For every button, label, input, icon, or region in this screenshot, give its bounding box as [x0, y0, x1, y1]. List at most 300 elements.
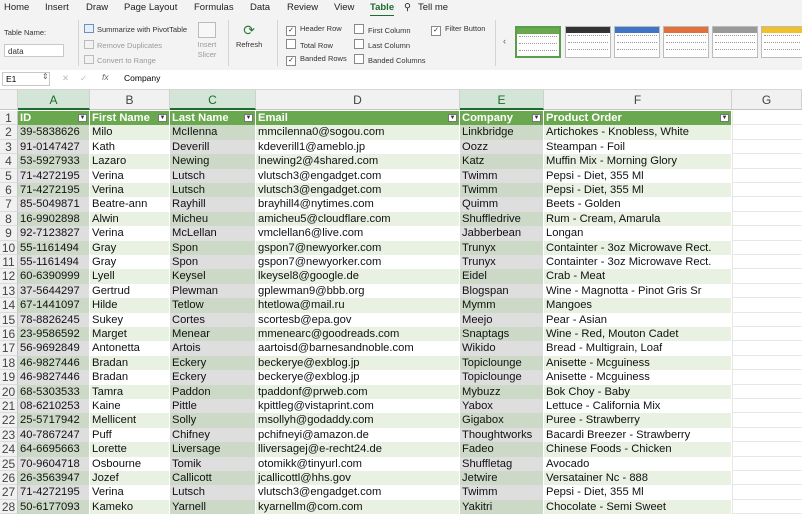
column-header-e[interactable]: E: [460, 90, 544, 110]
table-cell[interactable]: Pear - Asian: [544, 313, 732, 327]
table-cell[interactable]: pchifneyi@amazon.de: [256, 428, 460, 442]
table-cell[interactable]: jcallicottl@hhs.gov: [256, 471, 460, 485]
table-cell[interactable]: Oozz: [460, 140, 544, 154]
table-name-label: Table Name:: [4, 28, 47, 37]
table-cell[interactable]: Artichokes - Knobless, White: [544, 125, 732, 139]
table-cell[interactable]: Eidel: [460, 269, 544, 283]
row-header[interactable]: 27: [0, 485, 18, 499]
row-header[interactable]: 3: [0, 140, 18, 154]
confirm-icon[interactable]: ✓: [80, 73, 88, 83]
empty-cell[interactable]: [732, 169, 802, 183]
header-label: Company: [462, 112, 513, 124]
empty-cell[interactable]: [732, 298, 802, 312]
empty-cell[interactable]: [732, 370, 802, 384]
table-cell[interactable]: Mangoes: [544, 298, 732, 312]
table-cell[interactable]: Alwin: [90, 212, 170, 226]
table-cell[interactable]: 60-6390999: [18, 269, 90, 283]
tab-home[interactable]: Home: [4, 2, 30, 13]
table-cell[interactable]: aartoisd@barnesandnoble.com: [256, 341, 460, 355]
checkbox-checked-icon: ✓: [286, 26, 296, 36]
gallery-scroll-left-icon[interactable]: ‹: [503, 36, 506, 46]
table-cell[interactable]: Wine - Red, Mouton Cadet: [544, 327, 732, 341]
table-cell[interactable]: Verina: [90, 226, 170, 240]
empty-cell[interactable]: [732, 471, 802, 485]
table-cell[interactable]: Rayhill: [170, 197, 256, 211]
table-cell[interactable]: Lettuce - California Mix: [544, 399, 732, 413]
table-cell[interactable]: Wikido: [460, 341, 544, 355]
table-cell[interactable]: 46-9827446: [18, 370, 90, 384]
table-cell[interactable]: mmcilenna0@sogou.com: [256, 125, 460, 139]
table-header-cell[interactable]: [256, 111, 460, 125]
table-cell[interactable]: 50-6177093: [18, 500, 90, 514]
row-header[interactable]: 4: [0, 154, 18, 168]
table-cell[interactable]: Eckery: [170, 370, 256, 384]
row-header[interactable]: 18: [0, 356, 18, 370]
table-cell[interactable]: Newing: [170, 154, 256, 168]
empty-cell[interactable]: [732, 442, 802, 456]
table-style-orange[interactable]: [663, 26, 709, 58]
table-cell[interactable]: 08-6210253: [18, 399, 90, 413]
table-cell[interactable]: Tetlow: [170, 298, 256, 312]
table-cell[interactable]: Lorette: [90, 442, 170, 456]
table-cell[interactable]: Blogspan: [460, 284, 544, 298]
empty-cell[interactable]: [732, 399, 802, 413]
table-cell[interactable]: 16-9902898: [18, 212, 90, 226]
row-header[interactable]: 1: [0, 111, 18, 125]
table-ribbon: [0, 16, 802, 71]
row-header[interactable]: 8: [0, 212, 18, 226]
table-cell[interactable]: Spon: [170, 241, 256, 255]
filter-dropdown-icon[interactable]: ▼: [245, 115, 252, 121]
table-cell[interactable]: Chinese Foods - Chicken: [544, 442, 732, 456]
table-cell[interactable]: lkeysel8@google.de: [256, 269, 460, 283]
row-header[interactable]: 28: [0, 500, 18, 514]
table-cell[interactable]: 71-4272195: [18, 169, 90, 183]
empty-cell[interactable]: [732, 356, 802, 370]
table-cell[interactable]: Cortes: [170, 313, 256, 327]
checkbox-icon: [354, 39, 364, 49]
table-cell[interactable]: Verina: [90, 485, 170, 499]
table-cell[interactable]: Containter - 3oz Microwave Rect.: [544, 255, 732, 269]
table-cell[interactable]: kpittleg@vistaprint.com: [256, 399, 460, 413]
table-cell[interactable]: Tomik: [170, 457, 256, 471]
table-cell[interactable]: Liversage: [170, 442, 256, 456]
table-cell[interactable]: Chifney: [170, 428, 256, 442]
table-cell[interactable]: Pepsi - Diet, 355 Ml: [544, 183, 732, 197]
table-cell[interactable]: Beatre-ann: [90, 197, 170, 211]
empty-cell[interactable]: [732, 341, 802, 355]
table-cell[interactable]: Gigabox: [460, 413, 544, 427]
table-cell[interactable]: 67-1441097: [18, 298, 90, 312]
row-header[interactable]: 2: [0, 125, 18, 139]
table-cell[interactable]: beckerye@exblog.jp: [256, 356, 460, 370]
empty-cell[interactable]: [732, 255, 802, 269]
convert-range-button[interactable]: Convert to Range: [84, 55, 156, 65]
table-cell[interactable]: Anisette - Mcguiness: [544, 370, 732, 384]
empty-cell[interactable]: [732, 428, 802, 442]
empty-cell[interactable]: [732, 500, 802, 514]
header-row-checkbox[interactable]: ✓ Header Row: [286, 24, 342, 36]
banded-columns-checkbox[interactable]: Banded Columns: [354, 54, 426, 65]
row-header[interactable]: 13: [0, 284, 18, 298]
filter-dropdown-icon[interactable]: ▼: [533, 115, 540, 121]
table-header-cell[interactable]: [544, 111, 732, 125]
table-cell[interactable]: Gertrud: [90, 284, 170, 298]
tab-view[interactable]: View: [334, 2, 355, 13]
table-cell[interactable]: Quimm: [460, 197, 544, 211]
table-cell[interactable]: Kath: [90, 140, 170, 154]
tab-insert[interactable]: Insert: [45, 2, 69, 13]
table-cell[interactable]: Pepsi - Diet, 355 Ml: [544, 485, 732, 499]
column-header-a[interactable]: A: [18, 90, 90, 110]
table-cell[interactable]: htetlowa@mail.ru: [256, 298, 460, 312]
convert-range-icon: [84, 55, 94, 64]
table-cell[interactable]: amicheu5@cloudflare.com: [256, 212, 460, 226]
row-header[interactable]: 20: [0, 385, 18, 399]
table-cell[interactable]: 68-5303533: [18, 385, 90, 399]
row-header[interactable]: 7: [0, 197, 18, 211]
table-cell[interactable]: Meejo: [460, 313, 544, 327]
row-header[interactable]: 17: [0, 341, 18, 355]
table-cell[interactable]: Antonetta: [90, 341, 170, 355]
table-cell[interactable]: vmclellan6@live.com: [256, 226, 460, 240]
remove-duplicates-button[interactable]: Remove Duplicates: [84, 40, 162, 50]
table-cell[interactable]: Lutsch: [170, 183, 256, 197]
table-cell[interactable]: Jabberbean: [460, 226, 544, 240]
divider: [277, 20, 278, 66]
row-header[interactable]: 9: [0, 226, 18, 240]
table-cell[interactable]: Mellicent: [90, 413, 170, 427]
table-cell[interactable]: Keysel: [170, 269, 256, 283]
table-cell[interactable]: Anisette - Mcguiness: [544, 356, 732, 370]
table-cell[interactable]: Sukey: [90, 313, 170, 327]
table-cell[interactable]: Eckery: [170, 356, 256, 370]
checkbox-checked-icon: ✓: [286, 56, 296, 66]
row-header[interactable]: 10: [0, 241, 18, 255]
row-header[interactable]: 15: [0, 313, 18, 327]
table-cell[interactable]: gspon7@newyorker.com: [256, 255, 460, 269]
table-cell[interactable]: Topiclounge: [460, 370, 544, 384]
table-cell[interactable]: Mybuzz: [460, 385, 544, 399]
empty-cell[interactable]: [732, 212, 802, 226]
table-name-input[interactable]: data: [4, 44, 64, 57]
table-cell[interactable]: Avocado: [544, 457, 732, 471]
filter-dropdown-icon[interactable]: ▼: [449, 115, 456, 121]
last-column-checkbox[interactable]: Last Column: [354, 39, 410, 50]
table-cell[interactable]: Osbourne: [90, 457, 170, 471]
table-cell[interactable]: McIlenna: [170, 125, 256, 139]
empty-cell[interactable]: [732, 226, 802, 240]
table-cell[interactable]: Muffin Mix - Morning Glory: [544, 154, 732, 168]
table-cell[interactable]: vlutsch3@engadget.com: [256, 485, 460, 499]
empty-cell[interactable]: [732, 284, 802, 298]
table-cell[interactable]: Linkbridge: [460, 125, 544, 139]
table-cell[interactable]: Bacardi Breezer - Strawberry: [544, 428, 732, 442]
table-cell[interactable]: 55-1161494: [18, 255, 90, 269]
table-cell[interactable]: lnewing2@4shared.com: [256, 154, 460, 168]
table-cell[interactable]: vlutsch3@engadget.com: [256, 169, 460, 183]
tab-page-layout[interactable]: Page Layout: [124, 2, 178, 13]
table-cell[interactable]: 71-4272195: [18, 183, 90, 197]
header-label: First Name: [92, 112, 150, 124]
table-cell[interactable]: kdeverill1@ameblo.jp: [256, 140, 460, 154]
row-header[interactable]: 19: [0, 370, 18, 384]
table-cell[interactable]: 53-5927933: [18, 154, 90, 168]
name-box[interactable]: E1: [2, 72, 50, 86]
header-label: Email: [258, 112, 288, 124]
refresh-icon: ⟳: [243, 22, 255, 38]
table-cell[interactable]: Artois: [170, 341, 256, 355]
table-cell[interactable]: Beets - Golden: [544, 197, 732, 211]
table-cell[interactable]: Yabox: [460, 399, 544, 413]
table-cell[interactable]: Mymm: [460, 298, 544, 312]
insert-slicer-button[interactable]: Insert Slicer: [194, 22, 220, 60]
table-cell[interactable]: brayhill4@nytimes.com: [256, 197, 460, 211]
table-cell[interactable]: scortesb@epa.gov: [256, 313, 460, 327]
table-cell[interactable]: beckerye@exblog.jp: [256, 370, 460, 384]
empty-cell[interactable]: [732, 154, 802, 168]
table-cell[interactable]: Milo: [90, 125, 170, 139]
table-cell[interactable]: 25-5717942: [18, 413, 90, 427]
row-header[interactable]: 23: [0, 428, 18, 442]
table-cell[interactable]: Verina: [90, 183, 170, 197]
table-style-yellow[interactable]: [761, 26, 802, 58]
table-cell[interactable]: Topiclounge: [460, 356, 544, 370]
row-header[interactable]: 21: [0, 399, 18, 413]
table-cell[interactable]: 78-8826245: [18, 313, 90, 327]
table-cell[interactable]: Rum - Cream, Amarula: [544, 212, 732, 226]
empty-cell[interactable]: [732, 197, 802, 211]
lightbulb-icon: ⚲: [404, 2, 411, 13]
table-cell[interactable]: 91-0147427: [18, 140, 90, 154]
table-cell[interactable]: Yakitri: [460, 500, 544, 514]
empty-cell[interactable]: [732, 457, 802, 471]
name-box-stepper-icon[interactable]: ⇕: [42, 72, 49, 81]
table-cell[interactable]: Menear: [170, 327, 256, 341]
table-cell[interactable]: Crab - Meat: [544, 269, 732, 283]
row-header[interactable]: 22: [0, 413, 18, 427]
table-cell[interactable]: 26-3563947: [18, 471, 90, 485]
empty-cell[interactable]: [732, 241, 802, 255]
table-cell[interactable]: Gray: [90, 241, 170, 255]
table-cell[interactable]: Gray: [90, 255, 170, 269]
spreadsheet-grid: [0, 90, 802, 515]
table-cell[interactable]: Yarnell: [170, 500, 256, 514]
table-cell[interactable]: Trunyx: [460, 255, 544, 269]
refresh-button[interactable]: ⟳ Refresh: [236, 22, 263, 49]
table-cell[interactable]: Kaine: [90, 399, 170, 413]
table-cell[interactable]: Hilde: [90, 298, 170, 312]
table-cell[interactable]: Fadeo: [460, 442, 544, 456]
filter-dropdown-icon[interactable]: ▼: [159, 115, 166, 121]
checkbox-icon: [286, 39, 296, 49]
table-cell[interactable]: Pepsi - Diet, 355 Ml: [544, 169, 732, 183]
table-cell[interactable]: Jozef: [90, 471, 170, 485]
table-cell[interactable]: Trunyx: [460, 241, 544, 255]
empty-cell[interactable]: [732, 183, 802, 197]
table-cell[interactable]: 71-4272195: [18, 485, 90, 499]
table-cell[interactable]: Thoughtworks: [460, 428, 544, 442]
column-header-d[interactable]: D: [256, 90, 460, 110]
table-cell[interactable]: Deverill: [170, 140, 256, 154]
table-style-gray[interactable]: [712, 26, 758, 58]
table-cell[interactable]: Marget: [90, 327, 170, 341]
column-header-f[interactable]: F: [544, 90, 732, 110]
table-cell[interactable]: otomikk@tinyurl.com: [256, 457, 460, 471]
empty-cell[interactable]: [732, 140, 802, 154]
table-cell[interactable]: Twimm: [460, 183, 544, 197]
row-header[interactable]: 5: [0, 169, 18, 183]
table-cell[interactable]: Lutsch: [170, 485, 256, 499]
table-cell[interactable]: 85-5049871: [18, 197, 90, 211]
select-all-corner[interactable]: [0, 90, 18, 110]
first-column-checkbox[interactable]: First Column: [354, 24, 411, 35]
table-header-cell[interactable]: [90, 111, 170, 125]
table-cell[interactable]: Kameko: [90, 500, 170, 514]
table-cell[interactable]: 37-5644297: [18, 284, 90, 298]
filter-dropdown-icon[interactable]: ▼: [79, 115, 86, 121]
table-cell[interactable]: Lyell: [90, 269, 170, 283]
table-cell[interactable]: Tamra: [90, 385, 170, 399]
row-header[interactable]: 14: [0, 298, 18, 312]
table-cell[interactable]: Puree - Strawberry: [544, 413, 732, 427]
table-cell[interactable]: 55-1161494: [18, 241, 90, 255]
table-cell[interactable]: 23-9586592: [18, 327, 90, 341]
column-header-b[interactable]: B: [90, 90, 170, 110]
checkbox-icon: [354, 24, 364, 34]
checkbox-icon: [354, 54, 364, 64]
empty-cell[interactable]: [732, 125, 802, 139]
column-header-g[interactable]: G: [732, 90, 802, 110]
table-cell[interactable]: Jetwire: [460, 471, 544, 485]
table-cell[interactable]: Lutsch: [170, 169, 256, 183]
table-style-blue[interactable]: [614, 26, 660, 58]
empty-cell[interactable]: [732, 327, 802, 341]
cancel-icon[interactable]: ✕: [62, 73, 70, 83]
table-cell[interactable]: Micheu: [170, 212, 256, 226]
empty-cell[interactable]: [732, 111, 802, 125]
table-cell[interactable]: Pittle: [170, 399, 256, 413]
table-cell[interactable]: kyarnellm@com.com: [256, 500, 460, 514]
table-cell[interactable]: Spon: [170, 255, 256, 269]
table-cell[interactable]: msollyh@godaddy.com: [256, 413, 460, 427]
tab-review[interactable]: Review: [287, 2, 319, 13]
table-cell[interactable]: Versatainer Nc - 888: [544, 471, 732, 485]
table-cell[interactable]: Shuffledrive: [460, 212, 544, 226]
empty-cell[interactable]: [732, 269, 802, 283]
row-header[interactable]: 25: [0, 457, 18, 471]
table-cell[interactable]: Containter - 3oz Microwave Rect.: [544, 241, 732, 255]
table-cell[interactable]: Snaptags: [460, 327, 544, 341]
table-cell[interactable]: vlutsch3@engadget.com: [256, 183, 460, 197]
slicer-icon: [198, 22, 216, 38]
banded-rows-checkbox[interactable]: ✓ Banded Rows: [286, 54, 347, 66]
table-cell[interactable]: Verina: [90, 169, 170, 183]
remove-duplicates-icon: [84, 40, 94, 49]
header-label: Product Order: [546, 112, 622, 124]
total-row-checkbox[interactable]: Total Row: [286, 39, 333, 50]
table-cell[interactable]: Callicott: [170, 471, 256, 485]
formula-input[interactable]: Company: [124, 73, 161, 83]
table-cell[interactable]: Longan: [544, 226, 732, 240]
table-header-cell[interactable]: [460, 111, 544, 125]
table-cell[interactable]: Shuffletag: [460, 457, 544, 471]
table-cell[interactable]: Solly: [170, 413, 256, 427]
filter-dropdown-icon[interactable]: ▼: [721, 115, 728, 121]
table-cell[interactable]: Bok Choy - Baby: [544, 385, 732, 399]
table-cell[interactable]: 56-9692849: [18, 341, 90, 355]
table-cell[interactable]: Bradan: [90, 356, 170, 370]
table-cell[interactable]: Twimm: [460, 169, 544, 183]
table-cell[interactable]: 40-7867247: [18, 428, 90, 442]
table-style-dark[interactable]: [565, 26, 611, 58]
table-cell[interactable]: Bradan: [90, 370, 170, 384]
empty-cell[interactable]: [732, 385, 802, 399]
table-cell[interactable]: Twimm: [460, 485, 544, 499]
table-header-cell[interactable]: [170, 111, 256, 125]
filter-button-checkbox[interactable]: ✓ Filter Button: [431, 24, 485, 36]
table-cell[interactable]: 46-9827446: [18, 356, 90, 370]
header-label: Last Name: [172, 112, 229, 124]
function-icon[interactable]: fx: [102, 72, 109, 82]
table-cell[interactable]: Paddon: [170, 385, 256, 399]
tab-formulas[interactable]: Formulas: [194, 2, 234, 13]
table-cell[interactable]: 70-9604718: [18, 457, 90, 471]
table-cell[interactable]: 64-6695663: [18, 442, 90, 456]
tab-draw[interactable]: Draw: [86, 2, 109, 13]
row-header[interactable]: 11: [0, 255, 18, 269]
divider: [228, 20, 229, 66]
row-header[interactable]: 24: [0, 442, 18, 456]
table-cell[interactable]: Plewman: [170, 284, 256, 298]
table-cell[interactable]: mmenearc@goodreads.com: [256, 327, 460, 341]
summarize-pivot-button[interactable]: Summarize with PivotTable: [84, 24, 187, 34]
table-cell[interactable]: 39-5838626: [18, 125, 90, 139]
table-cell[interactable]: Wine - Magnotta - Pinot Gris Sr: [544, 284, 732, 298]
table-cell[interactable]: Lazaro: [90, 154, 170, 168]
empty-cell[interactable]: [732, 313, 802, 327]
table-cell[interactable]: Chocolate - Semi Sweet: [544, 500, 732, 514]
row-header[interactable]: 12: [0, 269, 18, 283]
table-cell[interactable]: gspon7@newyorker.com: [256, 241, 460, 255]
table-cell[interactable]: Katz: [460, 154, 544, 168]
table-cell[interactable]: McLellan: [170, 226, 256, 240]
row-header[interactable]: 6: [0, 183, 18, 197]
table-cell[interactable]: Bread - Multigrain, Loaf: [544, 341, 732, 355]
empty-cell[interactable]: [732, 413, 802, 427]
table-header-cell[interactable]: [18, 111, 90, 125]
checkbox-checked-icon: ✓: [431, 26, 441, 36]
header-label: ID: [20, 112, 32, 124]
tab-data[interactable]: Data: [250, 2, 271, 13]
table-style-green-selected[interactable]: [515, 26, 561, 58]
table-cell[interactable]: Steampan - Foil: [544, 140, 732, 154]
table-cell[interactable]: gplewman9@bbb.org: [256, 284, 460, 298]
row-header[interactable]: 26: [0, 471, 18, 485]
formula-bar: [0, 70, 802, 90]
pivot-icon: [84, 24, 94, 33]
ribbon-tab-bar: [0, 0, 802, 16]
table-cell[interactable]: tpaddonf@prweb.com: [256, 385, 460, 399]
row-header[interactable]: 16: [0, 327, 18, 341]
tab-table[interactable]: Table: [370, 2, 395, 13]
table-cell[interactable]: Puff: [90, 428, 170, 442]
empty-cell[interactable]: [732, 485, 802, 499]
table-cell[interactable]: lliversagej@e-recht24.de: [256, 442, 460, 456]
table-cell[interactable]: 92-7123827: [18, 226, 90, 240]
tell-me-search[interactable]: Tell me: [418, 2, 449, 13]
column-header-c[interactable]: C: [170, 90, 256, 110]
